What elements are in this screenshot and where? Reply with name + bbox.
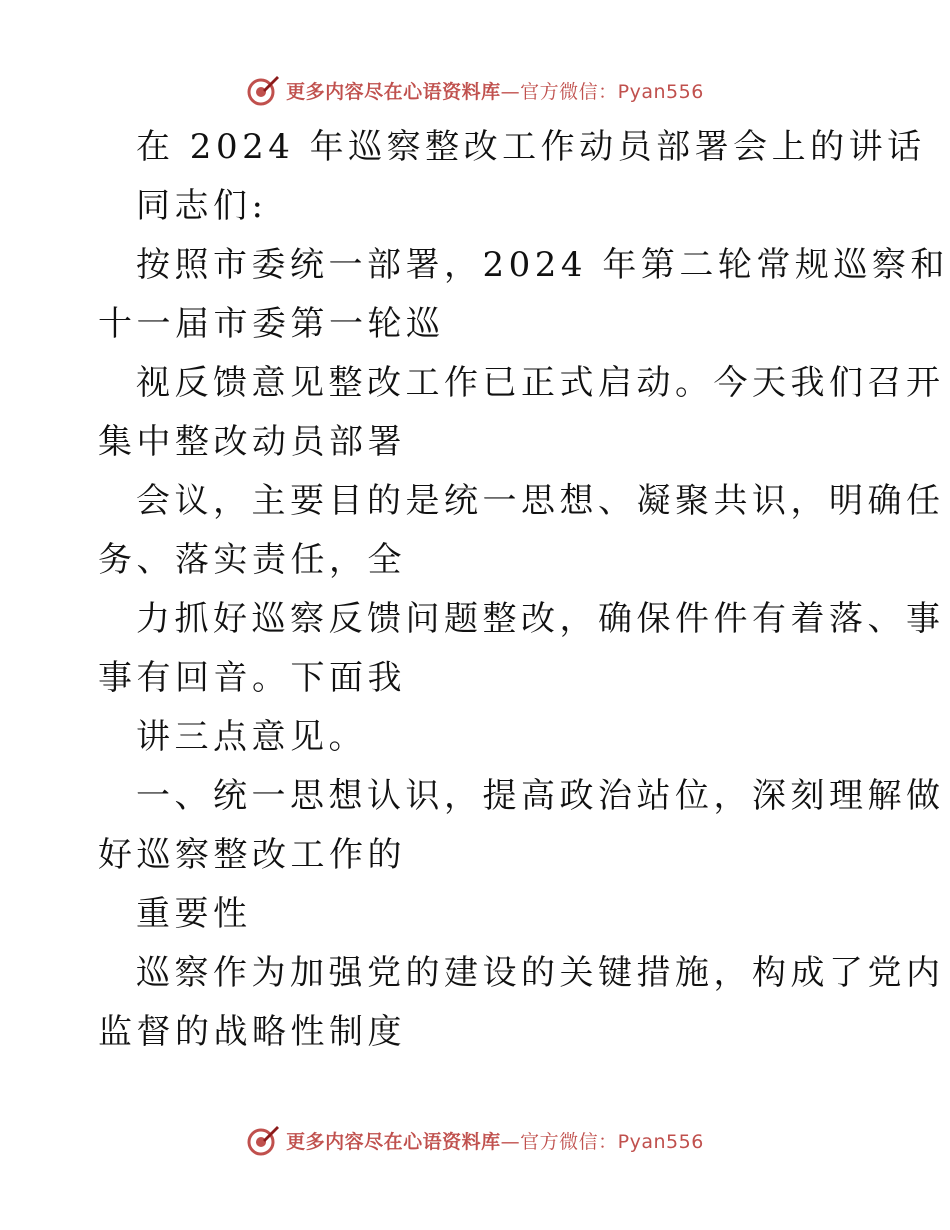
document-line: 讲三点意见。	[136, 717, 367, 757]
document-line: 事有回音。下面我	[98, 658, 406, 698]
header-banner	[0, 70, 950, 110]
quill-logo-icon	[246, 73, 280, 107]
document-line: 巡察作为加强党的建设的关键措施，构成了党内	[136, 953, 945, 993]
banner-brand: 更多内容尽在心语资料库	[286, 80, 501, 103]
document-line: 一、统一思想认识，提高政治站位，深刻理解做	[136, 776, 945, 816]
document-line: 好巡察整改工作的	[98, 835, 406, 875]
document-line: 按照市委统一部署，2024 年第二轮常规巡察和	[136, 245, 949, 285]
banner-wechat: 官方微信：Pyan556	[520, 80, 704, 103]
document-line: 会议，主要目的是统一思想、凝聚共识，明确任	[136, 481, 945, 521]
document-line: 力抓好巡察反馈问题整改，确保件件有着落、事	[136, 599, 945, 639]
footer-banner-text	[286, 1127, 704, 1154]
document-body	[98, 118, 949, 1062]
document-line: 监督的战略性制度	[98, 1012, 406, 1052]
footer-banner	[0, 1120, 950, 1160]
document-line: 集中整改动员部署	[98, 422, 406, 462]
banner-brand: 更多内容尽在心语资料库	[286, 1130, 501, 1153]
document-line: 十一届市委第一轮巡	[98, 304, 445, 344]
header-banner-text	[286, 77, 704, 104]
quill-logo-icon	[246, 1123, 280, 1157]
document-line: 同志们:	[136, 186, 268, 226]
document-line: 在 2024 年巡察整改工作动员部署会上的讲话	[136, 127, 926, 167]
document-line: 视反馈意见整改工作已正式启动。今天我们召开	[136, 363, 945, 403]
banner-separator: —	[500, 80, 521, 103]
document-line: 务、落实责任，全	[98, 540, 406, 580]
document-line: 重要性	[136, 894, 252, 934]
banner-separator: —	[500, 1130, 521, 1153]
banner-wechat: 官方微信：Pyan556	[520, 1130, 704, 1153]
